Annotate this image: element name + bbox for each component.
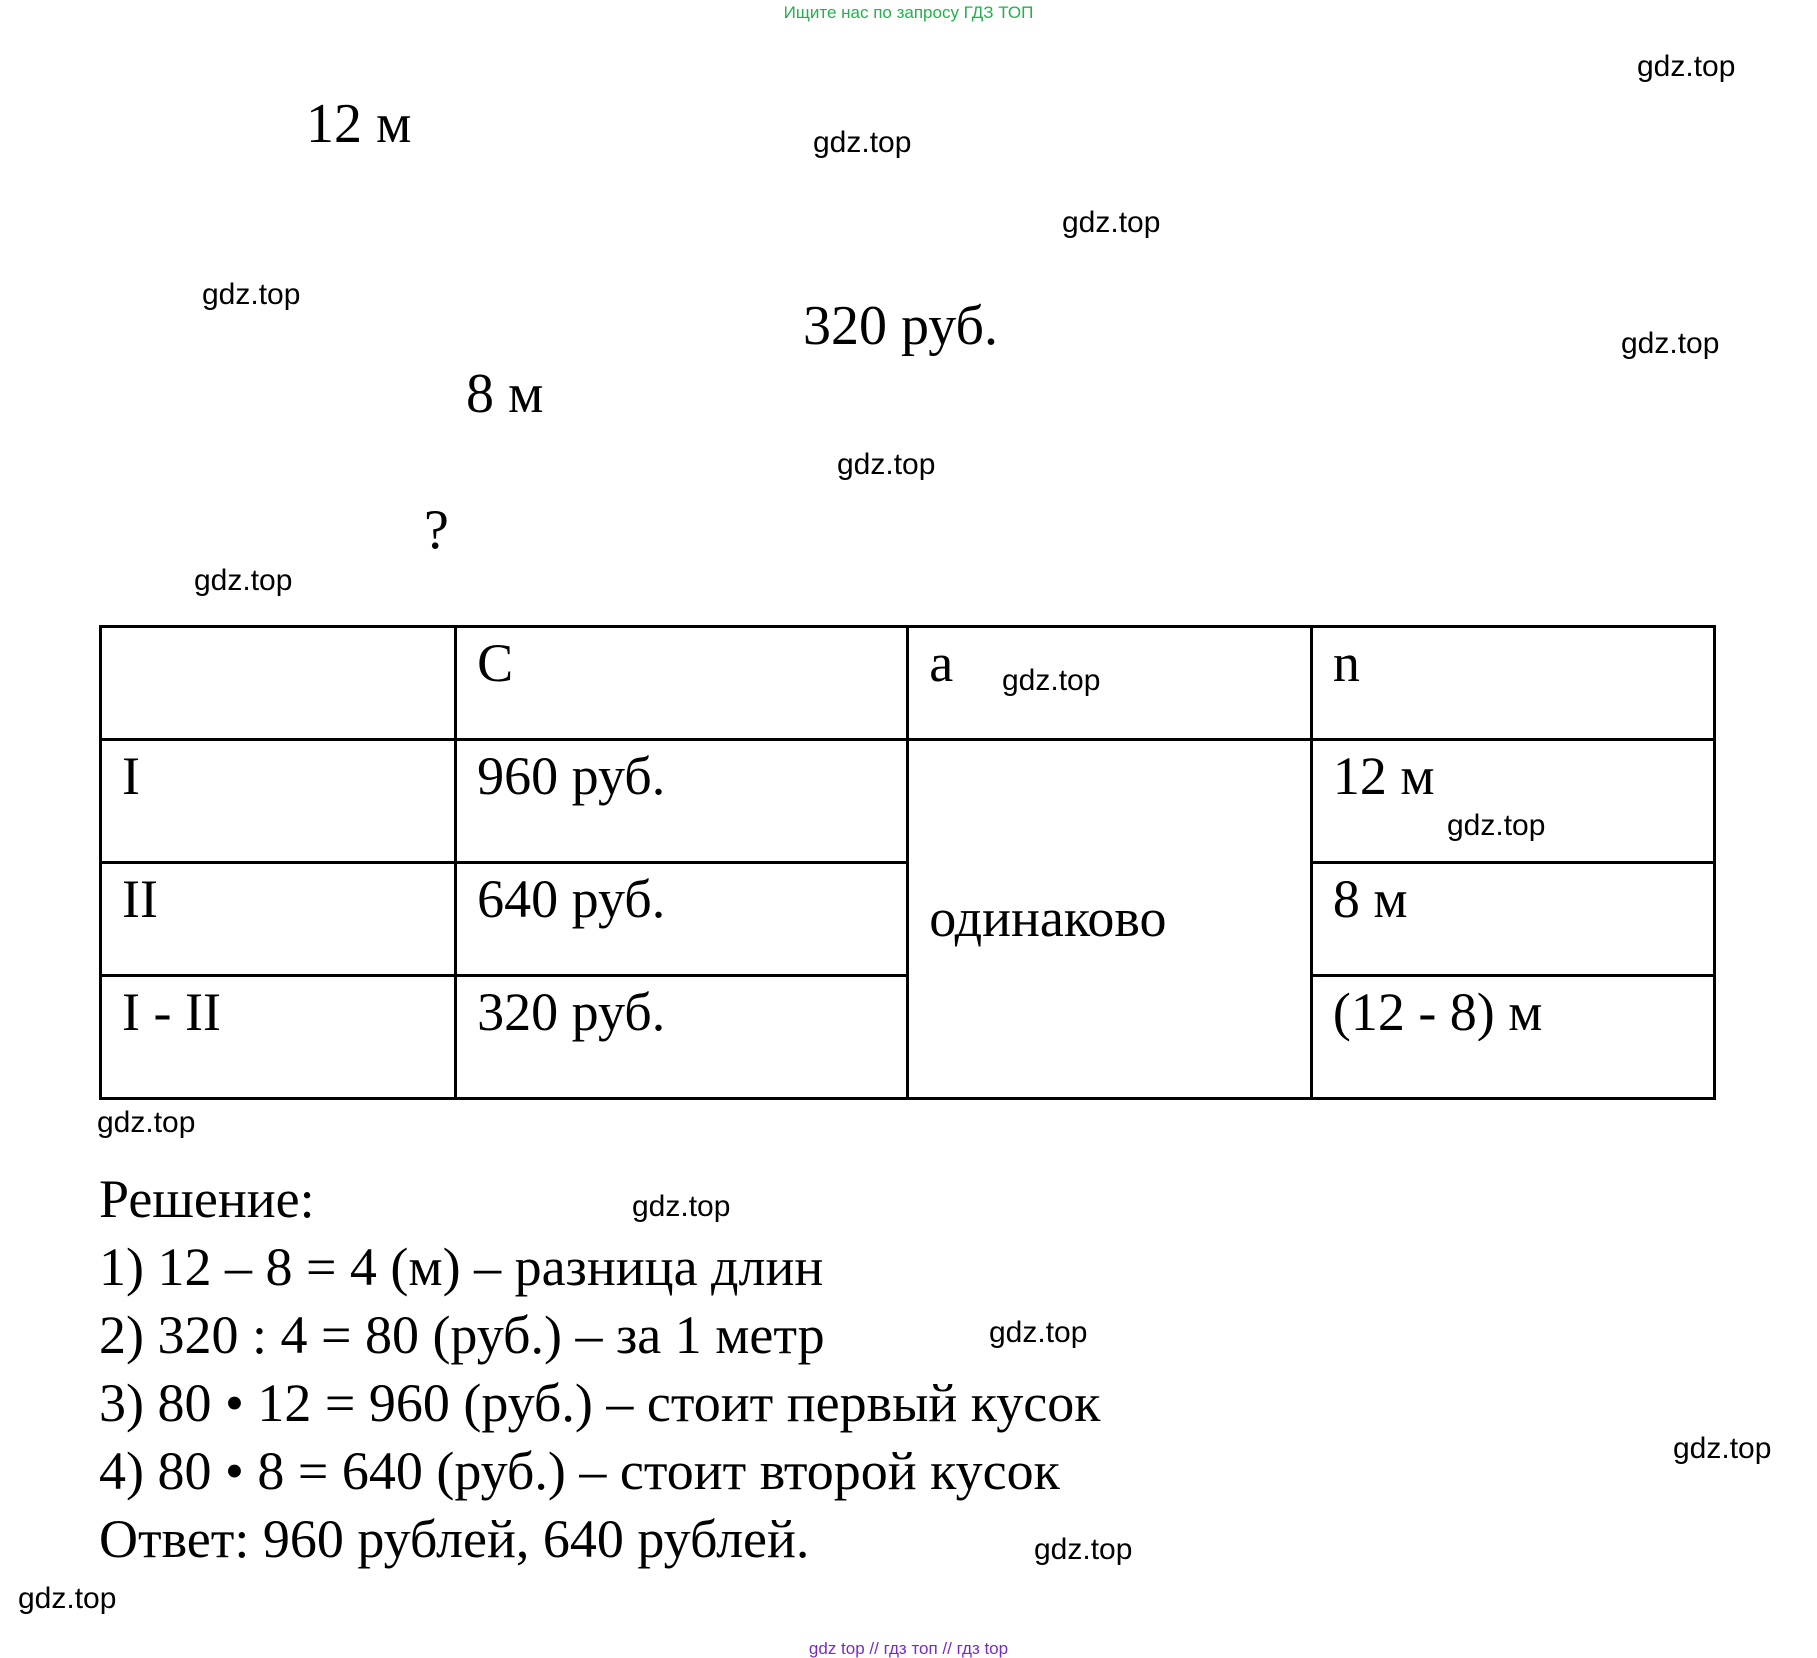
- solution-step: 1) 12 – 8 = 4 (м) – разница длин: [99, 1237, 824, 1297]
- data-table: [99, 625, 1716, 1100]
- watermark: gdz.top: [97, 1106, 196, 1139]
- diagram-length-1: 12 м: [306, 93, 412, 155]
- price-merged-cell: одинаково: [908, 740, 1312, 1099]
- row-cost: 320 руб.: [456, 976, 908, 1099]
- header-cell-c: C: [456, 627, 908, 740]
- watermark: gdz.top: [202, 278, 301, 311]
- header-cell-n: n: [1311, 627, 1714, 740]
- watermark: gdz.top: [1034, 1533, 1133, 1566]
- watermark: gdz.top: [813, 126, 912, 159]
- solution-answer: Ответ: 960 рублей, 640 рублей.: [99, 1509, 810, 1569]
- row-length: (12 - 8) м: [1311, 976, 1714, 1099]
- solution-step: 3) 80 • 12 = 960 (руб.) – стоит первый кусок: [99, 1373, 1101, 1433]
- header-cell-empty: [101, 627, 456, 740]
- solution-step: 4) 80 • 8 = 640 (руб.) – стоит второй кусок: [99, 1441, 1060, 1501]
- row-label: I - II: [101, 976, 456, 1099]
- row-cost: 960 руб.: [456, 740, 908, 863]
- diagram-difference-cost: 320 руб.: [803, 295, 999, 357]
- diagram-length-2: 8 м: [466, 363, 544, 425]
- watermark: gdz.top: [1002, 664, 1101, 697]
- top-banner: Ищите нас по запросу ГДЗ ТОП: [783, 3, 1034, 22]
- row-label: II: [101, 863, 456, 976]
- watermark: gdz.top: [989, 1316, 1088, 1349]
- watermark: gdz.top: [1062, 206, 1161, 239]
- table-row: [101, 976, 1715, 1099]
- bottom-banner: gdz top // гдз топ // гдз top: [808, 1639, 1009, 1658]
- diagram-question: ?: [424, 499, 449, 561]
- table-row: [101, 740, 1715, 863]
- watermark: gdz.top: [1637, 50, 1736, 83]
- row-length: 12 м: [1311, 740, 1714, 863]
- watermark: gdz.top: [194, 564, 293, 597]
- table-row: [101, 863, 1715, 976]
- solution-block: [99, 1165, 1100, 1573]
- watermark: gdz.top: [1447, 809, 1546, 842]
- table-header-row: [101, 627, 1715, 740]
- watermark: gdz.top: [1621, 327, 1720, 360]
- header-cell-a: a: [908, 627, 1312, 740]
- watermark: gdz.top: [632, 1190, 731, 1223]
- row-cost: 640 руб.: [456, 863, 908, 976]
- solution-step: 2) 320 : 4 = 80 (руб.) – за 1 метр: [99, 1305, 825, 1365]
- watermark: gdz.top: [1673, 1432, 1772, 1465]
- watermark: gdz.top: [18, 1582, 117, 1615]
- row-length: 8 м: [1311, 863, 1714, 976]
- watermark: gdz.top: [837, 448, 936, 481]
- solution-title: Решение:: [99, 1169, 315, 1229]
- row-label: I: [101, 740, 456, 863]
